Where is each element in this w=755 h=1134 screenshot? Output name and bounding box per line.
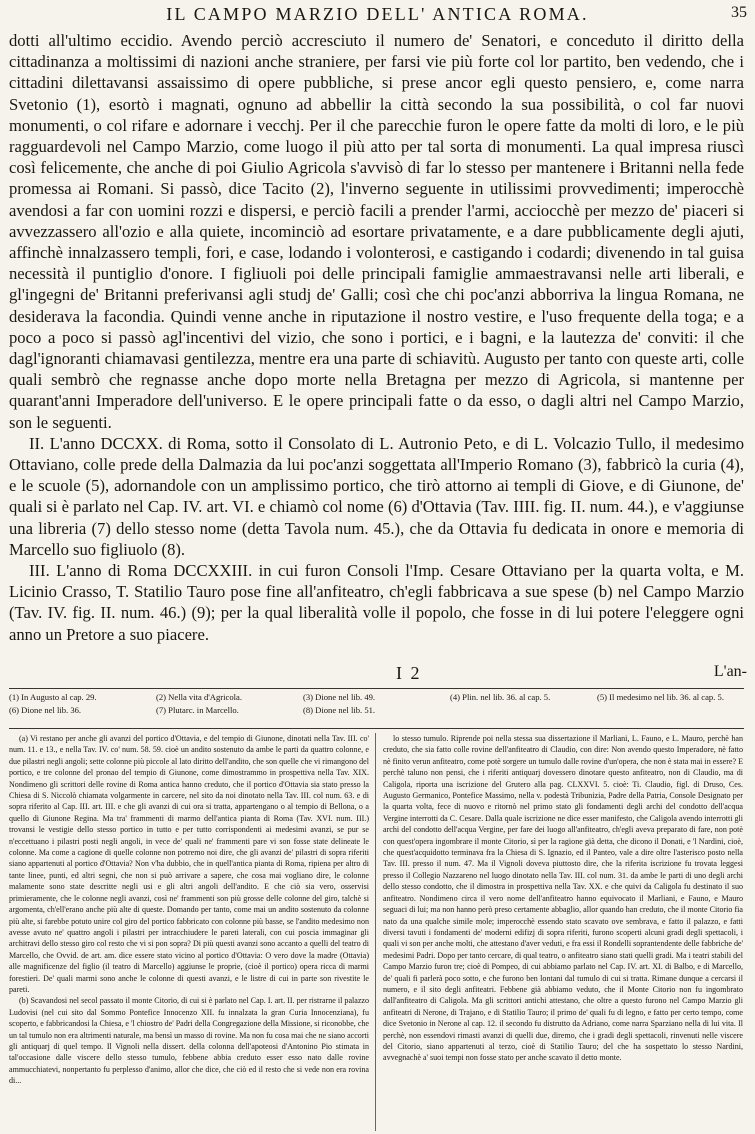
footnote-7: (7) Plutarc. in Marcello. bbox=[156, 705, 239, 715]
signature-line bbox=[0, 663, 755, 685]
paragraph-2: II. L'anno DCCXX. di Roma, sotto il Consolato di L. Autronio Peto, e di L. Volcazio Tullo, il medesimo Ottaviano, colle prede della Dalmazia da lui poc'anzi soggettata all'Imperio Romano (3), fabbricò la curia (4), e le scuole (5), adornandole con un amplissimo portico, che tirò attorno ai templi di Giove, e di Giunone, de' quali si è parlato nel Cap. IV. art. VI. e chiamò col nome (6) d'Ottavia (Tav. IIII. fig. II. num. 44.), e v'aggiunse una libreria (7) dello stesso nome (detta Tavola num. 45.), che da Ottavia fu dedicata in onore e memoria di Marcello suo figliuolo (8). bbox=[9, 433, 744, 559]
footnote-2: (2) Nella vita d'Agricola. bbox=[156, 692, 243, 702]
signature-mark: I 2 bbox=[396, 663, 422, 683]
column-divider bbox=[375, 733, 376, 1131]
paragraph-3: III. L'anno di Roma DCCXXIII. in cui furon Consoli l'Imp. Cesare Ottaviano per la quarta volta, e M. Licinio Crasso, T. Statilio Tauro pose fine all'anfiteatro, ch'egli fabbricava a sue spese (b) nel Campo Marzio (Tav. IV. fig. II. num. 46.) (9); per la qual liberalità volle il popolo, che fosse in di lui potere l'eleggere ogni anno un Pretore a suo piacere. bbox=[9, 561, 744, 644]
notes-column-right bbox=[383, 733, 743, 1131]
catchword: L'an- bbox=[713, 663, 747, 680]
running-head: IL CAMPO MARZIO DELL' ANTICA ROMA. bbox=[166, 4, 589, 24]
note-b-continued: lo stesso tumulo. Riprende poi nella stessa sua dissertazione il Marliani, L. Fauno, e L. Mauro, perchè han creduto, che sia fatto colle rovine dell'anfiteatro di Claudio, con dire: Non avendo questo Imperadore, nè fatto nè finito verun anfiteatro, come potè sorgere un tumulo dalle rovine d'un'opera, che non è stata mai in essere? E perchè taluno non pensi, che i riferiti antiquarj dovessero dinotare questo anfiteatro, non di Claudio, ma di Caligola, riporta una iscrizione del Grutero alla pag. CLXXVI. 5. cioè: Ti. Claudio, figl. di Druso, Ces. Augusto Germanico, Pontefice Massimo, nella v. podestà Tribunizia, Padre della Patria, Console Designato per la quarta volta, fece di nuovo e ritornò nel primo stato gli fondamenti degli archi del condotto dell'acqua Vergine interrotti da C. Cesare. Dalla quale iscrizione ne dice esser manifesto, che Caligola avendo interrotti gli archi del condotto dell'acqua Vergine, per fare dei luogo all'anfiteatro, ch'egli aveva preparato di fare, non potè con quest'opera ingombrare il monte Citorio, sì per la ragione già detta, che dicono il Donati, e 'l Nardini, cioè, che quest'acquidotto terminava fra la Chiesa di S. Ignazio, ed il Panteo, vale a dire oltre l'asterisco posto nella Tav. III. presso il num. 47. Ma il Vignoli doveva piuttosto dire, che la riferita iscrizione fu trovata leggesi presso il Collegio Nazzareno nel luogo dinotato nella Tav. III. col num. 31. da ambe le parti di uno degli archi dello stesso condotto, che il dimostra in prospettiva nella Tav. XX. e che quivi da Caligola fu destinato il suo anfiteatro. Nondimeno circa il vero nome dell'anfiteatro hanno equivocato il Marliani, e Fauno, e Mauro seguaci di lui; ma non hanno però preso certamente abbaglio, allor quando han creduto, che il monte Citorio fia nato da una qualche simile mole; imperocchè essendo stato scavato ove sembrava, e fatto il palazzo, e fatti diversi tavuti i fondamenti de' moderni edifizj di sopra riferiti, furono scoperti alcuni gradi degli spettacoli, i quali vi son per anche molti, che attestano d'aver veduti, e fra essi il Rondelli soprantendente delle fabbriche de' medesimi Padri. Dopo per tanto cercare, di qual teatro, o anfiteatro siano stati quelli gradi. Ma i teatri stabili del Campo Marzio furon tre; cioè di Pompeo, di cui abbiamo parlato nel Cap. IV. art. XI. di Balbo, e di Marcello, de' quali fi parlerà poco sotto, e che furono ben lontani dal tumulo di cui si tratta. Rimane dunque a cercarsi il numero, e il sito degli anfiteatri. Febbene già abbiamo veduto, che il Monte Citorio non fu ingombrato dall'anfiteatro di Caligola. Ma gli scrittori antichi attestano, che oltre a questo furono nel Campo Marzio gli anfiteatri di Nerone, di Trajano, e di Statilio Tauro; il primo de' quali fu di legno, e fatto per certo tempo, come dice Svetonio in Nerone al cap. 12. il secondo fu distrutto da Adriano, come narra Sparziano nella di lui vita. Il perchè, non essendovi rimasti avanzi di quelli due, diremo, che i gradi degli spettacoli, rinvenuti nelle viscere del Citorio, siano appartenuti al terzo, cioè di Statilio Tauro; del che ha sospettato lo stesso Nardini, avvegnachè a' suoi tempi non fosse stato per anche scavato il detto monte. bbox=[383, 734, 743, 1063]
footnote-rule bbox=[9, 688, 744, 689]
paragraph-1: dotti all'ultimo eccidio. Avendo perciò accresciuto il numero de' Senatori, e conceduto il diritto della cittadinanza a moltissimi di nazioni anche straniere, per farsi vie più forte col lor partito, ben vedendo, che i cittadini dilettavansi assaissimo di opere pubbliche, si prese ancor egli questo pensiero, e, come narra Svetonio (1), esortò i magnati, ognuno ad abbellir la città secondo la sua possibilità, o col far nuovi monumenti, o col rifare e adornare i vecchj. Per il che parecchie furon le opere fatte da molti di loro, e le più ragguardevoli nel Campo Marzio, come luogo il più atto per tal sorta di monumenti. La qual impresa riuscì così felicemente, che anche di poi Giulio Agricola s'avvisò di far lo stesso per mantenere i Britanni nella fede promessa ai Romani. Si passò, dice Tacito (2), l'inverno seguente in utilissimi provvedimenti; imperocchè avendosi a far con uomini rozzi e dispersi, e perciò facili a prender l'armi, acciocchè per mezzo de' piaceri si avvezzassero all'ozio e alla quiete, incominciò ad esortare privatamente, e a dare pubblicamente degli ajuti, affinchè innalzassero templi, fori, e case, lodando i volonterosi, e castigando i codardi; divenendo in tal guisa necessità il puntiglio d'onore. I figliuoli poi delle principali famiglie ammaestravansi nelle arti liberali, e gl'ingegni de' Britanni preferivansi agli studj de' Galli; così che chi poc'anzi abborriva la lingua Romana, ne desiderava la facondia. Quindi venne anche in riputazione il nostro vestire, e l'uso frequente della toga; e a poco a poco si passò agl'incentivi del vizio, che sono i portici, e i bagni, e la lautezza de' conviti: il che dagl'ignoranti chiamavasi gentilezza, mentre era una parte di schiavitù. Augusto per tanto con queste arti, colle quali sembrò che regnasse anche dopo morte nella Bretagna per mezzo di Agricola, si mantenne per quarant'anni Imperadore dell'universo. E le opere principali fatte o da esso, o dagli altri nel Campo Marzio, son le seguenti. bbox=[9, 31, 744, 432]
main-text bbox=[9, 30, 744, 678]
page-header bbox=[0, 4, 755, 28]
footnote-5: (5) Il medesimo nel lib. 36. al cap. 5. bbox=[597, 692, 724, 702]
note-a: (a) Vi restano per anche gli avanzi del portico d'Ottavia, e del tempio di Giunone, dinotati nella Tav. III. co' num. 11. e 13., e nella Tav. IV. co' num. 58. 59. cioè un andito sostenuto da ambe le parti da quattro colonne, e due pilastri negli angoli; sette colonne più piccole al lato diritto dell'andito, che son quelle che vi rimangono del portico, e tre colonne del pronao del tempio di Giunone, come dimostrammo in prospettiva nella Tav. XIX. Nondimeno gli scrittori delle rovine di Roma antica hanno creduto, che il portico d'Ottavia sia stato presso la Chiesa di S. Niccolò chiamata volgarmente in carcere, nel sito da noi dinotato nella Tav. III. col num. 63. e di sopra riferito al Cap. III. art. III. e che gli avanzi di cui ora si tratta, appartengano o al tempio di Bellona, o a quello di Giunone Regina. Ma tra' frammenti di marmo dell'antica pianta di Roma (Tav. XVI. num. III.) trovansi le vestigie dello stesso portico in tutto e per tutto corrispondenti ai medesimi avanzi, se pur se n'eccettuano i pilastri posti negli angoli, in vece de' quali ne' frammenti pare vi son fosse state delineate le colonne. Ma come a cagione di quelle colonne non potremo noi dire, che gli avanzi de' pilastri di sopra riferiti siano appartenuti al portico d'Ottavia? Non v'ha dubbio, che in quell'antica pianta di Roma, ripiena per altro di tante linee, punti, ed altri segni, che non si può arrivare a sapere, che cosa mai vogliano dire, le colonne malamente sono state descritte negli usi e gli altri angoli dell'andito. E che ciò sia vero, osservisi primieramente, che le colonne negli avanzi, così ne' frammenti son più grosse delle colonne del giro, talchè si argomenta, ch'ell'erano anche più alte di queste. Domando per tanto, come mai un andito sostenuto da colonne più alte, si farebbe potuto unire col giro del portico fabbricato con colonne più basse, se l'andito medesimo non avesse avuto ne' quattro angoli i pilastri per intracchiudere le pareti laterali, con cui poscia immaginar gli architravi dello stesso giro col resto che vi si pon sopra? Di più questi avanzi sono accanto a quelli del teatro di Marcello, che Ovvid. de art. am. dice essere stato vicino al portico d'Ottavia: O vero dove la madre (Ottavia) alle magnificenze del figlio (il teatro di Marcello) aggiunse le proprie, (cioè il portico) opera ricca di marmi forestieri. De' quali marmi sono anche le colonne di questi avanzi, e le listre di cui in parte son rivestite le pareti. bbox=[9, 734, 369, 994]
notes-column-left bbox=[9, 733, 369, 1131]
footnotes bbox=[9, 691, 744, 719]
footnote-1: (1) In Augusto al cap. 29. bbox=[9, 692, 97, 702]
footnote-4: (4) Plin. nel lib. 36. al cap. 5. bbox=[450, 692, 551, 702]
footnote-3: (3) Dione nel lib. 49. bbox=[303, 692, 376, 702]
note-b: (b) Scavandosi nel secol passato il monte Citorio, di cui si è parlato nel Cap. I. art. II. per ristrarne il palazzo Ludovisi (nel cui sito dal Sommo Pontefice Innocenzo XII. fu innalzata la gran Curia Innocenziana), fu scoperto, e fabbricandosi la Chiesa, e 'l chiostro de' Padri della Congregazione della Missione, si riconobbe, che un tal tumulo non era altrimenti naturale, ma bensì un masso di rovine. Ma non fu cosa mai che ne siano accorti gli antiquarj di quel tempo. Il Vignoli nella dissert. della colonna dell'apoteosi d'Antonino Pio stimata in tal'occasione dalle viscere dello stesso tumulo, febbene abbia creduto esser esso nato dalle rovine ammucchiatevi, nonpertanto fu perplesso d'animo, allor che dice, che ciò ed il resto che si vede non era rovina di... bbox=[9, 996, 369, 1086]
page-number: 35 bbox=[731, 4, 747, 21]
notes-rule bbox=[9, 728, 744, 729]
footnote-6: (6) Dione nel lib. 36. bbox=[9, 705, 82, 715]
footnote-8: (8) Dione nel lib. 51. bbox=[303, 705, 376, 715]
